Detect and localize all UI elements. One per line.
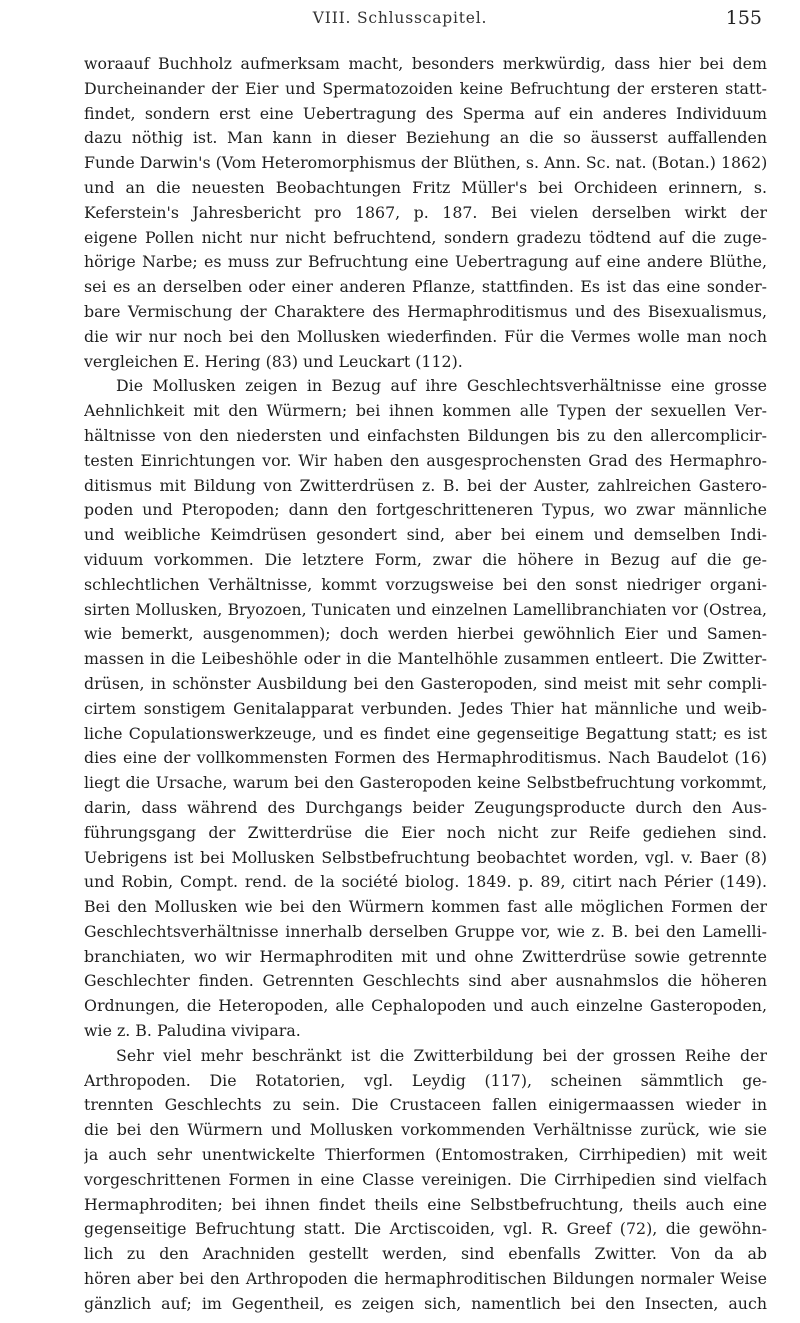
text-line: dazu nöthig ist. Man kann in dieser Beziehung an die so äusserst auffallenden xyxy=(84,128,767,148)
text-line: die wir nur noch bei den Mollusken wiederfinden. Für die Vermes wolle man noch xyxy=(84,326,767,346)
text-line: hörige Narbe; es muss zur Befruchtung eine Uebertragung auf eine andere Blüthe, xyxy=(84,252,767,272)
text-line: drüsen, in schönster Ausbildung bei den Gasteropoden, sind meist mit sehr compli- xyxy=(84,673,767,693)
text-line: gegenseitige Befruchtung statt. Die Arctiscoiden, vgl. R. Greef (72), die gewöhn- xyxy=(84,1219,767,1239)
text-line: Uebrigens ist bei Mollusken Selbstbefruchtung beobachtet worden, vgl. v. Baer (8) xyxy=(84,847,767,867)
text-line: ja auch sehr unentwickelte Thierformen (Entomostraken, Cirrhipedien) mit weit xyxy=(84,1145,767,1165)
body-text xyxy=(84,52,767,1317)
text-line: hören aber bei den Arthropoden die hermaphroditischen Bildungen normaler Weise xyxy=(84,1269,767,1289)
text-line: vorgeschrittenen Formen in eine Classe vereinigen. Die Cirrhipedien sind vielfach xyxy=(84,1169,767,1189)
text-line: liegt die Ursache, warum bei den Gasteropoden keine Selbstbefruchtung vorkommt, xyxy=(84,773,767,793)
text-line: schlechtlichen Verhältnisse, kommt vorzugsweise bei den sonst niedriger organi- xyxy=(84,574,767,594)
text-line: Bei den Mollusken wie bei den Würmern kommen fast alle möglichen Formen der xyxy=(84,897,767,917)
text-line: und Robin, Compt. rend. de la société biolog. 1849. p. 89, citirt nach Périer (149). xyxy=(84,872,767,892)
text-line: testen Einrichtungen vor. Wir haben den ausgesprochensten Grad des Hermaphro- xyxy=(84,450,767,470)
text-line: Durcheinander der Eier und Spermatozoiden keine Befruchtung der ersteren statt- xyxy=(84,78,767,98)
text-line: branchiaten, wo wir Hermaphroditen mit und ohne Zwitterdrüse sowie getrennte xyxy=(84,946,767,966)
text-line: wie bemerkt, ausgenommen); doch werden hierbei gewöhnlich Eier und Samen- xyxy=(84,624,767,644)
text-line: gänzlich auf; im Gegentheil, es zeigen sich, namentlich bei den Insecten, auch xyxy=(84,1293,767,1313)
text-line: dies eine der vollkommensten Formen des Hermaphroditismus. Nach Baudelot (16) xyxy=(84,748,767,768)
text-line: liche Copulationswerkzeuge, und es findet eine gegenseitige Begattung statt; es ist xyxy=(84,723,767,743)
text-line: Ordnungen, die Heteropoden, alle Cephalopoden und auch einzelne Gasteropoden, xyxy=(84,996,767,1016)
text-line: die bei den Würmern und Mollusken vorkommenden Verhältnisse zurück, wie sie xyxy=(84,1120,767,1140)
text-line: massen in die Leibeshöhle oder in die Mantelhöhle zusammen entleert. Die Zwitter- xyxy=(84,649,767,669)
text-line: poden und Pteropoden; dann den fortgeschritteneren Typus, wo zwar männliche xyxy=(84,500,767,520)
page-number: 155 xyxy=(725,7,762,29)
text-line: woraauf Buchholz aufmerksam macht, besonders merkwürdig, dass hier bei dem xyxy=(84,54,767,73)
text-line: trennten Geschlechts zu sein. Die Crustaceen fallen einigermaassen wieder in xyxy=(84,1095,767,1115)
text-line: Geschlechter finden. Getrennten Geschlechts sind aber ausnahmslos die höheren xyxy=(84,971,767,991)
text-line: Geschlechtsverhältnisse innerhalb derselben Gruppe vor, wie z. B. bei den Lamelli- xyxy=(84,921,767,941)
text-line: führungsgang der Zwitterdrüse die Eier noch nicht zur Reife gediehen sind. xyxy=(84,822,767,842)
text-line: wie z. B. Paludina vivipara. xyxy=(84,1021,301,1041)
text-line: lich zu den Arachniden gestellt werden, sind ebenfalls Zwitter. Von da ab xyxy=(84,1244,767,1264)
text-line: ditismus mit Bildung von Zwitterdrüsen z. B. bei der Auster, zahlreichen Gastero- xyxy=(84,475,767,495)
running-header xyxy=(0,7,800,37)
text-line: Sehr viel mehr beschränkt ist die Zwitterbildung bei der grossen Reihe der xyxy=(116,1045,767,1065)
text-line: Funde Darwin's (Vom Heteromorphismus der Blüthen, s. Ann. Sc. nat. (Botan.) 1862) xyxy=(84,153,767,173)
text-line: und weibliche Keimdrüsen gesondert sind, aber bei einem und demselben Indi- xyxy=(84,525,767,545)
text-line: viduum vorkommen. Die letztere Form, zwar die höhere in Bezug auf die ge- xyxy=(84,549,767,569)
text-line: cirtem sonstigem Genitalapparat verbunden. Jedes Thier hat männliche und weib- xyxy=(84,698,767,718)
text-line: vergleichen E. Hering (83) und Leuckart (112). xyxy=(84,351,463,371)
text-line: findet, sondern erst eine Uebertragung des Sperma auf ein anderes Individuum xyxy=(84,103,767,123)
text-line: darin, dass während des Durchgangs beider Zeugungsproducte durch den Aus- xyxy=(84,797,767,817)
text-line: Arthropoden. Die Rotatorien, vgl. Leydig (117), scheinen sämmtlich ge- xyxy=(84,1070,767,1090)
text-line: und an die neuesten Beobachtungen Fritz Müller's bei Orchideen erinnern, s. xyxy=(84,177,767,197)
text-line: Keferstein's Jahresbericht pro 1867, p. 187. Bei vielen derselben wirkt der xyxy=(84,202,767,222)
text-line: bare Vermischung der Charaktere des Hermaphroditismus und des Bisexualismus, xyxy=(84,301,767,321)
text-line: sirten Mollusken, Bryozoen, Tunicaten und einzelnen Lamellibranchiaten vor (Ostrea, xyxy=(84,600,767,619)
text-line: Die Mollusken zeigen in Bezug auf ihre Geschlechtsverhältnisse eine grosse xyxy=(116,376,767,396)
chapter-title: VIII. Schlusscapitel. xyxy=(312,9,488,27)
text-line: Hermaphroditen; bei ihnen findet theils eine Selbstbefruchtung, theils auch eine xyxy=(84,1194,767,1214)
text-line: hältnisse von den niedersten und einfachsten Bildungen bis zu den allercomplicir- xyxy=(84,425,767,445)
text-line: sei es an derselben oder einer anderen Pflanze, stattfinden. Es ist das eine sonder- xyxy=(84,277,767,297)
text-line: eigene Pollen nicht nur nicht befruchtend, sondern gradezu tödtend auf die zuge- xyxy=(84,227,767,247)
text-line: Aehnlichkeit mit den Würmern; bei ihnen kommen alle Typen der sexuellen Ver- xyxy=(84,401,767,421)
